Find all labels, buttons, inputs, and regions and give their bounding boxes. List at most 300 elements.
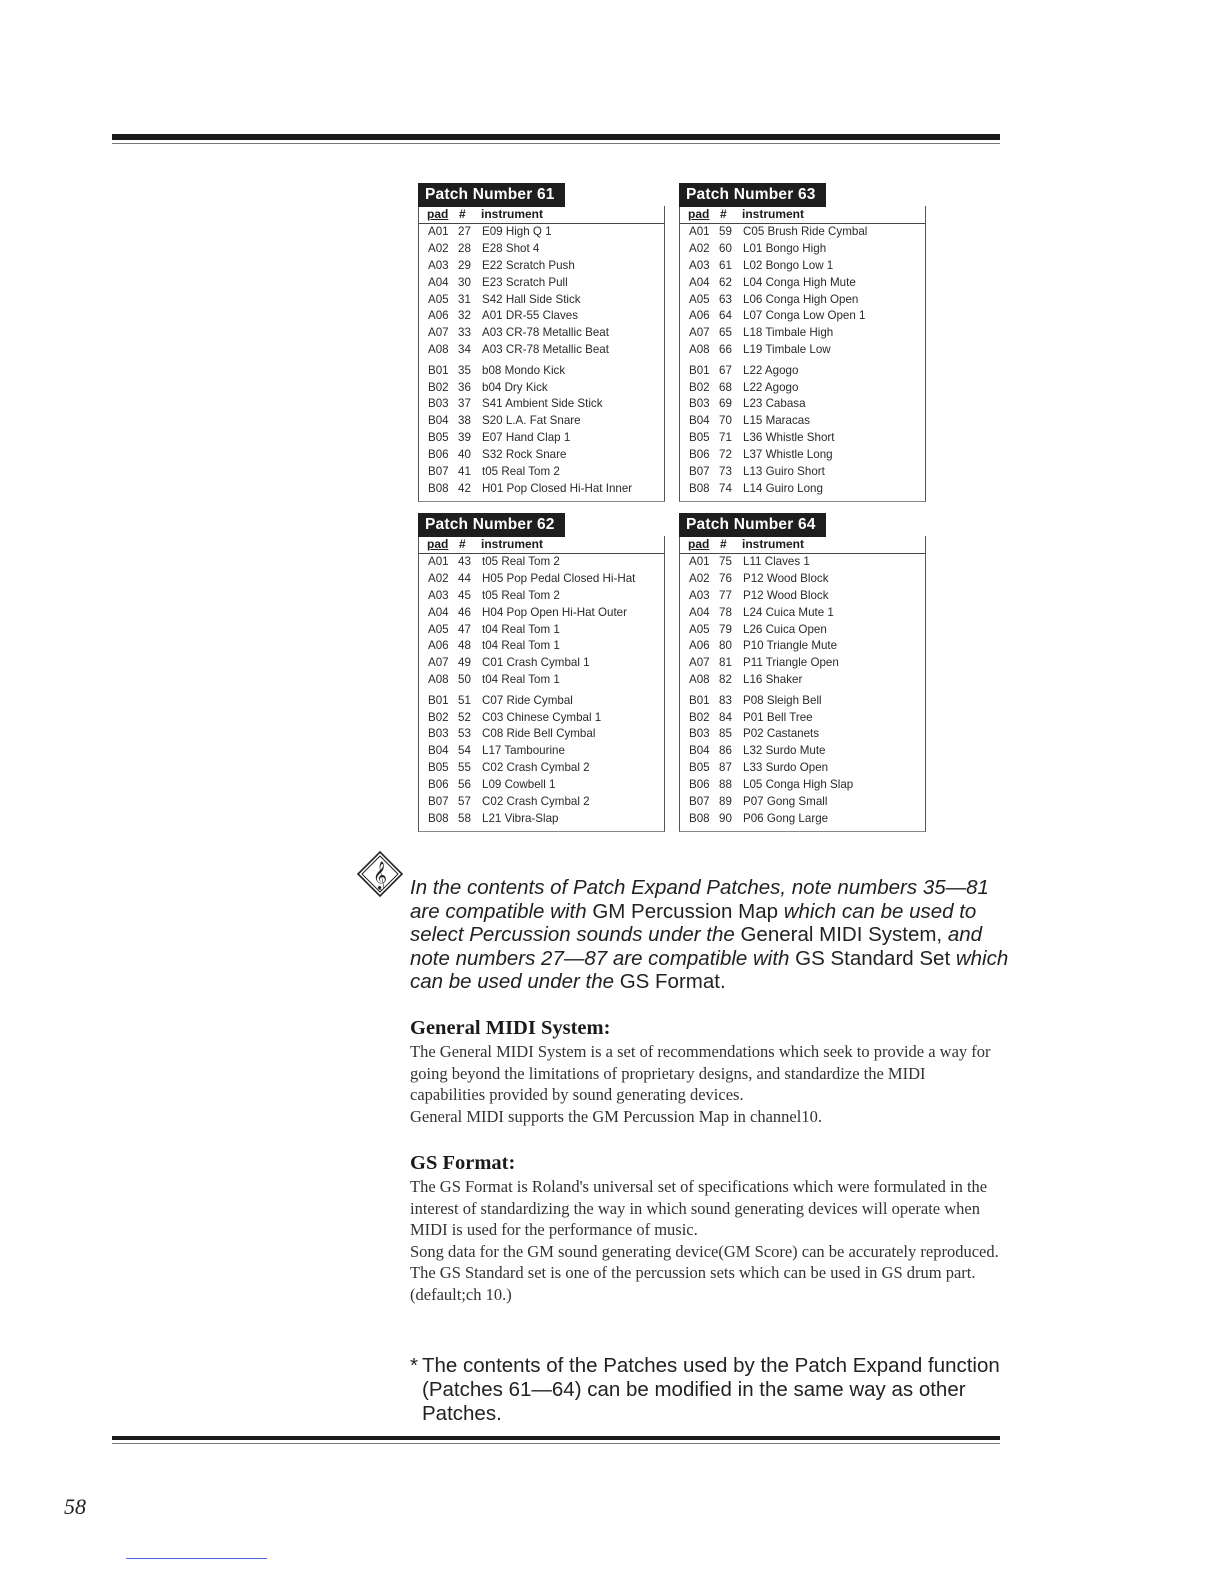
instrument-cell: S41 Ambient Side Stick [482,397,603,411]
pad-cell: A02 [689,241,710,255]
instrument-cell: A03 CR-78 Metallic Beat [482,343,609,357]
note-number-cell: 82 [719,673,732,687]
instrument-cell: H01 Pop Closed Hi-Hat Inner [482,481,633,495]
table-row [680,224,925,241]
note-number-cell: 44 [458,571,471,585]
header-instrument: instrument [481,537,544,551]
table-row [680,258,925,275]
table-row [680,726,925,743]
note-number-cell: 38 [458,414,471,428]
table-row [680,275,925,292]
note-number-cell: 54 [458,744,471,758]
note-number-cell: 51 [458,693,471,707]
table-row [680,605,925,622]
note-number-cell: 80 [719,639,732,653]
table-row [419,396,664,413]
instrument-cell: t05 Real Tom 2 [482,588,560,602]
note-number-cell: 57 [458,794,471,808]
table-row [419,325,664,342]
note-number-cell: 81 [719,656,732,670]
instrument-cell: C02 Crash Cymbal 2 [482,794,590,808]
header-pad: pad [688,537,710,551]
note-number-cell: 61 [719,258,732,272]
section-heading: General MIDI System: [410,1017,611,1039]
pad-cell: A08 [428,673,449,687]
note-number-cell: 36 [458,380,471,394]
table-row [419,413,664,430]
pad-cell: A05 [689,622,710,636]
header-instrument: instrument [742,207,805,221]
instrument-cell: L11 Claves 1 [743,555,810,568]
note-number-cell: 84 [719,710,732,724]
note-number-cell: 53 [458,727,471,741]
pad-cell: A01 [428,225,449,238]
instrument-cell: P12 Wood Block [743,588,829,602]
pad-cell: A04 [428,275,449,289]
pad-cell: A03 [428,588,449,602]
table-row [680,342,925,359]
pad-cell: A02 [428,241,449,255]
instrument-cell: L21 Vibra-Slap [482,811,559,825]
instrument-cell: t04 Real Tom 1 [482,673,560,687]
table-row [419,760,664,777]
pad-cell: B04 [428,414,449,428]
table-row [419,571,664,588]
asterisk: * [410,1354,418,1377]
table-row [419,655,664,672]
note-number-cell: 78 [719,605,732,619]
note-number-cell: 70 [719,414,732,428]
pad-cell: B04 [689,744,710,758]
table-header [419,536,664,554]
table-row [419,588,664,605]
instrument-cell: P06 Gong Large [743,811,829,825]
table-row [419,224,664,241]
note-number-cell: 64 [719,309,732,323]
top-rule [112,134,1000,144]
note-number-cell: 88 [719,778,732,792]
instrument-cell: t04 Real Tom 1 [482,639,560,653]
note-number-cell: 83 [719,693,732,707]
note-number-cell: 41 [458,464,471,478]
table-row [419,622,664,639]
pad-cell: A01 [689,555,710,568]
note-number-cell: 31 [458,292,471,306]
pad-cell: B06 [428,778,449,792]
instrument-cell: L01 Bongo High [743,241,827,255]
table-row [419,794,664,811]
instrument-cell: L32 Surdo Mute [743,744,826,758]
note-number-cell: 50 [458,673,471,687]
table-row [680,447,925,464]
table-row [419,363,664,380]
table-row [419,275,664,292]
note-number-cell: 43 [458,555,471,568]
table-row [419,447,664,464]
section-paragraph: General MIDI supports the GM Percussion Map in channel10. [410,1106,822,1126]
pad-cell: A05 [428,622,449,636]
general-midi-section [410,1015,1000,1127]
table-header [419,206,664,224]
pad-cell: B01 [428,693,449,707]
patch-table-64 [679,513,926,832]
table-row [680,710,925,727]
table-row [419,672,664,689]
note-number-cell: 34 [458,343,471,357]
instrument-cell: L07 Conga Low Open 1 [743,309,866,323]
instrument-cell: C07 Ride Cymbal [482,693,573,707]
instrument-cell: L09 Cowbell 1 [482,778,556,792]
pad-cell: A01 [689,225,710,238]
table-row [419,693,664,710]
pad-cell: A04 [428,605,449,619]
instrument-cell: E28 Shot 4 [482,241,540,255]
instrument-cell: L14 Guiro Long [743,481,823,495]
footnote-text: The contents of the Patches used by the Patch Expand function (Patches 61—64) can be modified in the same way as other Patches. [422,1354,1000,1425]
section-paragraph: Song data for the GM sound generating device(GM Score) can be accurately reproduced. [410,1241,999,1261]
patch-table-63 [679,183,926,502]
note-number-cell: 69 [719,397,732,411]
pad-cell: B02 [689,380,710,394]
table-row [419,464,664,481]
pad-cell: B05 [428,431,449,445]
table-row [680,571,925,588]
note-number-cell: 49 [458,656,471,670]
instrument-cell: C02 Crash Cymbal 2 [482,761,590,775]
note-number-cell: 87 [719,761,732,775]
footnote [410,1354,1010,1426]
table-row [680,693,925,710]
note-number-cell: 32 [458,309,471,323]
note-number-cell: 40 [458,448,471,462]
table-row [419,554,664,571]
header-number: # [459,207,466,221]
note-number-cell: 37 [458,397,471,411]
note-number-cell: 60 [719,241,732,255]
table-row [680,743,925,760]
instrument-cell: L17 Tambourine [482,744,565,758]
table-row [680,380,925,397]
patch-table-62 [418,513,665,832]
patch-table-body [679,206,926,502]
note-number-cell: 73 [719,464,732,478]
instrument-cell: E23 Scratch Pull [482,275,568,289]
note-number-cell: 45 [458,588,471,602]
pad-cell: B06 [689,778,710,792]
note-number-cell: 27 [458,225,471,238]
instrument-cell: b08 Mondo Kick [482,363,566,377]
note-number-cell: 46 [458,605,471,619]
patch-table-body [418,206,665,502]
note-number-cell: 86 [719,744,732,758]
pad-cell: B06 [428,448,449,462]
pad-cell: B08 [428,811,449,825]
table-row [680,464,925,481]
note-number-cell: 30 [458,275,471,289]
pad-cell: B03 [428,727,449,741]
instrument-cell: t05 Real Tom 2 [482,555,560,568]
note-number-cell: 33 [458,326,471,340]
pad-cell: B01 [428,363,449,377]
pad-cell: A08 [689,343,710,357]
pad-cell: B08 [689,811,710,825]
instrument-cell: L36 Whistle Short [743,431,835,445]
instrument-cell: L37 Whistle Long [743,448,833,462]
pad-cell: B03 [689,727,710,741]
table-row [680,638,925,655]
patch-table-61 [418,183,665,502]
pad-cell: B02 [428,380,449,394]
note-number-cell: 79 [719,622,732,636]
note-number-cell: 47 [458,622,471,636]
pad-cell: A03 [428,258,449,272]
section-paragraph: The General MIDI System is a set of recommendations which seek to provide a way for going beyond the limitations of proprietary designs, and standardize the MIDI capabilities provided by sound generating devices. [410,1042,991,1104]
instrument-cell: L04 Conga High Mute [743,275,856,289]
instrument-cell: S20 L.A. Fat Snare [482,414,581,428]
patch-title: Patch Number 63 [679,183,826,207]
table-row [680,554,925,571]
note-number-cell: 39 [458,431,471,445]
instrument-cell: P12 Wood Block [743,571,829,585]
pad-cell: B08 [428,481,449,495]
note-number-cell: 48 [458,639,471,653]
instrument-cell: P08 Sleigh Bell [743,693,822,707]
note-number-cell: 62 [719,275,732,289]
pad-cell: A07 [689,326,710,340]
instrument-cell: H04 Pop Open Hi-Hat Outer [482,605,627,619]
pad-cell: A04 [689,275,710,289]
table-row [419,380,664,397]
pad-cell: B02 [428,710,449,724]
table-row [680,413,925,430]
instrument-cell: L06 Conga High Open [743,292,859,306]
instrument-cell: L22 Agogo [743,380,799,394]
table-row [419,430,664,447]
table-row [680,363,925,380]
pad-cell: A03 [689,258,710,272]
table-row [680,241,925,258]
pad-cell: A06 [689,639,710,653]
pad-cell: B02 [689,710,710,724]
instrument-cell: S32 Rock Snare [482,448,567,462]
pad-cell: B04 [689,414,710,428]
note-number-cell: 28 [458,241,471,255]
instrument-cell: C08 Ride Bell Cymbal [482,727,596,741]
instrument-cell: L22 Agogo [743,363,799,377]
note-number-cell: 59 [719,225,732,238]
patch-table-body [679,536,926,832]
pad-cell: A06 [428,639,449,653]
instrument-cell: P10 Triangle Mute [743,639,838,653]
note-number-cell: 76 [719,571,732,585]
instrument-cell: C05 Brush Ride Cymbal [743,225,868,238]
pad-cell: B07 [689,794,710,808]
svg-text:𝄞: 𝄞 [372,861,388,889]
note-number-cell: 66 [719,343,732,357]
table-row [680,811,925,828]
note-number-cell: 65 [719,326,732,340]
note-number-cell: 72 [719,448,732,462]
table-row [419,811,664,828]
header-pad: pad [427,207,449,221]
instrument-cell: L24 Cuica Mute 1 [743,605,834,619]
table-row [680,430,925,447]
pad-cell: A02 [689,571,710,585]
header-number: # [720,207,727,221]
table-row [419,241,664,258]
instrument-cell: L18 Timbale High [743,326,834,340]
table-row [419,726,664,743]
patch-title: Patch Number 64 [679,513,826,537]
pad-cell: A07 [428,326,449,340]
table-row [419,481,664,498]
pad-cell: A07 [689,656,710,670]
note-number-cell: 90 [719,811,732,825]
note-number-cell: 29 [458,258,471,272]
scan-edge-line [126,1558,267,1559]
note-number-cell: 89 [719,794,732,808]
note-number-cell: 85 [719,727,732,741]
instrument-cell: P07 Gong Small [743,794,828,808]
note-number-cell: 67 [719,363,732,377]
instrument-cell: C03 Chinese Cymbal 1 [482,710,602,724]
table-row [680,481,925,498]
table-row [419,308,664,325]
patch-title: Patch Number 62 [418,513,565,537]
table-row [680,655,925,672]
instrument-cell: t04 Real Tom 1 [482,622,560,636]
instrument-cell: L26 Cuica Open [743,622,827,636]
instrument-cell: L33 Surdo Open [743,761,829,775]
instrument-cell: H05 Pop Pedal Closed Hi-Hat [482,571,636,585]
pad-cell: B06 [689,448,710,462]
table-row [419,605,664,622]
table-row [419,710,664,727]
table-row [680,760,925,777]
pad-cell: B03 [428,397,449,411]
pad-cell: A02 [428,571,449,585]
table-row [419,743,664,760]
pad-cell: B05 [689,761,710,775]
pad-cell: A04 [689,605,710,619]
instrument-cell: C01 Crash Cymbal 1 [482,656,590,670]
note-number-cell: 42 [458,481,471,495]
pad-cell: A06 [689,309,710,323]
gs-format-section [410,1150,1000,1305]
instrument-cell: E22 Scratch Push [482,258,575,272]
note-number-cell: 52 [458,710,471,724]
pad-cell: B04 [428,744,449,758]
table-row [680,777,925,794]
pad-cell: B07 [689,464,710,478]
patch-title: Patch Number 61 [418,183,565,207]
note-number-cell: 63 [719,292,732,306]
table-header [680,536,925,554]
note-number-cell: 55 [458,761,471,775]
pad-cell: A01 [428,555,449,568]
pad-cell: B05 [428,761,449,775]
table-header [680,206,925,224]
pad-cell: A05 [689,292,710,306]
pad-cell: B05 [689,431,710,445]
instrument-cell: b04 Dry Kick [482,380,548,394]
note-number-cell: 75 [719,555,732,568]
table-row [680,396,925,413]
header-number: # [459,537,466,551]
table-row [680,308,925,325]
table-row [419,777,664,794]
instrument-cell: S42 Hall Side Stick [482,292,581,306]
header-instrument: instrument [742,537,805,551]
instrument-cell: A03 CR-78 Metallic Beat [482,326,609,340]
patch-table-body [418,536,665,832]
note-number-cell: 58 [458,811,471,825]
table-row [419,342,664,359]
note-number-cell: 35 [458,363,471,377]
instrument-cell: L02 Bongo Low 1 [743,258,834,272]
pad-cell: A05 [428,292,449,306]
pad-cell: B01 [689,363,710,377]
instrument-cell: L16 Shaker [743,673,803,687]
pad-cell: B01 [689,693,710,707]
note-number-cell: 71 [719,431,732,445]
page-number: 58 [64,1494,86,1519]
instrument-cell: P01 Bell Tree [743,710,813,724]
note-number-cell: 74 [719,481,732,495]
note-number-cell: 56 [458,778,471,792]
table-row [680,292,925,309]
pad-cell: A07 [428,656,449,670]
treble-clef-diamond-icon [356,850,404,898]
instrument-cell: E09 High Q 1 [482,225,552,238]
header-number: # [720,537,727,551]
pad-cell: B07 [428,794,449,808]
pad-cell: A03 [689,588,710,602]
compatibility-note: In the contents of Patch Expand Patches, note numbers 35—81 are compatible with GM Percussion Map which can be used to select Percussion sounds under the General MIDI System, and note numbers 27—87 are compatible with GS Standard Set which can be used under the GS Format. [410,876,1009,993]
instrument-cell: L13 Guiro Short [743,464,825,478]
note-number-cell: 68 [719,380,732,394]
pad-cell: B07 [428,464,449,478]
pad-cell: B08 [689,481,710,495]
instrument-cell: L05 Conga High Slap [743,778,854,792]
table-row [680,794,925,811]
section-paragraph: The GS Standard set is one of the percussion sets which can be used in GS drum part.(default;ch 10.) [410,1263,976,1304]
pad-cell: B03 [689,397,710,411]
table-row [680,622,925,639]
instrument-cell: L23 Cabasa [743,397,806,411]
note-number-cell: 77 [719,588,732,602]
bottom-rule [112,1436,1000,1444]
instrument-cell: L19 Timbale Low [743,343,831,357]
header-pad: pad [427,537,449,551]
section-paragraph: The GS Format is Roland's universal set of specifications which were formulated in the interest of standardizing the way in which sound generating devices will operate when MIDI is used for the performance of music. [410,1177,988,1239]
table-row [680,672,925,689]
table-row [419,258,664,275]
table-row [419,638,664,655]
header-instrument: instrument [481,207,544,221]
instrument-cell: E07 Hand Clap 1 [482,431,571,445]
instrument-cell: A01 DR-55 Claves [482,309,579,323]
table-row [680,325,925,342]
instrument-cell: P11 Triangle Open [743,656,839,670]
instrument-cell: L15 Maracas [743,414,811,428]
instrument-cell: t05 Real Tom 2 [482,464,560,478]
table-row [680,588,925,605]
pad-cell: A08 [689,673,710,687]
header-pad: pad [688,207,710,221]
section-heading: GS Format: [410,1152,516,1174]
pad-cell: A06 [428,309,449,323]
